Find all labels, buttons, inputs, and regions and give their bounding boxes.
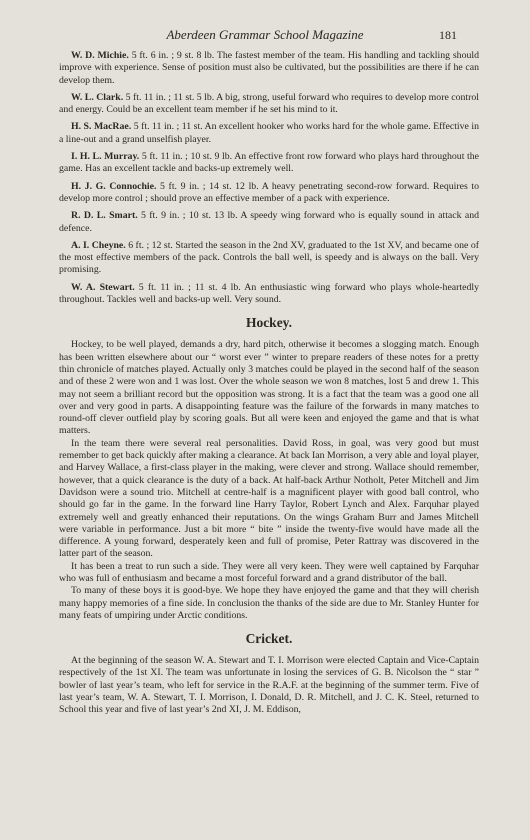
player-description: 5 ft. 9 in. ; 14 st. 12 lb. A heavy penetrating second-row forward. Requires to develop more control ; should prove an effective member of a pack with experience. <box>59 180 480 204</box>
player-description: 5 ft. 11 in. ; 10 st. 9 lb. An effective front row forward who plays hard throughout the game. Has an excellent tackle and backs-up extremely well. <box>59 151 479 175</box>
player-name: A. I. Cheyne. <box>71 239 126 251</box>
player-report <box>59 92 479 117</box>
hockey-section-title: Hockey. <box>245 315 293 331</box>
player-report <box>59 50 479 87</box>
player-report <box>59 181 479 206</box>
player-name: I. H. L. Murray. <box>71 151 140 163</box>
running-title: Aberdeen Grammar School Magazine <box>166 27 364 42</box>
player-name: W. D. Michie. <box>71 50 129 61</box>
player-name: R. D. L. Smart. <box>71 210 138 222</box>
paragraph: In the team there were several real personalities. David Ross, in goal, was very good but must remember to get back quickly after making a clearance. At back Ian Morrison, a very able and loyal player, and Harvey Wallace, a first-class player in the making, were clever and strong. Wallace should remember, however, that a quick clearance is the duty of a back. At half-back Arthur Notholt, Peter Mitchell and Jim Davidson were a sound trio. Mitchell at centre-half is a magnificent player with good ball control, who should go far in the game. In the forward line Harry Taylor, Robert Lynch and Alex. Farquhar played extremely well and greatly enhanced their reputations. On the wings Graham Burr and James Mitchell were variable in performance. Just a bit more “ bite ” inside the twenty-five would have made all the difference. A young forward, desperately keen and full of promise, Peter Rattray was discovered in the latter part of the season. <box>59 437 479 560</box>
paragraph: At the beginning of the season W. A. Stewart and T. I. Morrison were elected Captain and Vice-Captain respectively of the 1st XI. The team was unfortunate in losing the services of G. B. Nicolson the “ star ” bowler of last year’s team, who left for service in the R.A.F. at the beginning of the summer term. Five of last year’s team, W. A. Stewart, T. I. Morrison, I. Donald, D. R. Mitchell, and J. C. K. Steel, returned to School this year and five of last year’s 2nd XI, J. M. Eddison, <box>59 655 479 716</box>
paragraph: Hockey, to be well played, demands a dry, hard pitch, otherwise it becomes a slogging match. Enough has been written elsewhere about our “ worst ever ” winter to prepare readers of these notes for a pretty thin chronicle of matches played. Actually only 3 matches could be played in the second half of the season and of these 2 were won and 1 was lost. Over the whole season we won 8 matches, lost 5 and drew 1. This may not seem a brilliant record but the opposition was strong. It is a fact that the team was a good one all over and very good in parts. A disappointing feature was the failure of the forwards in many matches to round-off clever outfield play by scoring goals. But all were keen and enjoyed the game and that is what matters. <box>59 339 479 437</box>
paragraph: It has been a treat to run such a side. They were all very keen. They were well captained by Farquhar who was full of enthusiasm and became a most forceful forward and a grand distributor of the ball. <box>59 560 479 584</box>
player-description: 5 ft. 11 in. ; 11 st. 5 lb. A big, strong, useful forward who requires to develop more control and energy. Could be an excellent team member if he set his mind to it. <box>59 91 480 116</box>
paragraph: To many of these boys it is good-bye. We hope they have enjoyed the game and that they will cherish many happy memories of a fine side. In conclusion the thanks of the side are due to Mr. Stanley Hunter for many feats of umpiring under Arctic conditions. <box>59 585 479 621</box>
player-name: W. L. Clark. <box>71 91 124 103</box>
running-head <box>0 27 530 43</box>
player-description: 5 ft. 11 in. ; 11 st. An excellent hooker who works hard for the whole game. Effective in a line-out and a grand unselfish player. <box>59 121 480 145</box>
player-name: W. A. Stewart. <box>71 281 135 293</box>
hockey-section-body <box>59 339 479 622</box>
player-report <box>59 282 479 307</box>
player-report <box>59 151 479 176</box>
rugby-player-reports <box>59 50 479 306</box>
player-description: 6 ft. ; 12 st. Started the season in the 2nd XV, graduated to the 1st XV, and became one of the most effective members of the pack. Controls the ball well, is speedy and is always on the ball. Very promising. <box>59 239 480 276</box>
player-name: H. S. MacRae. <box>71 121 132 133</box>
player-description: 5 ft. 11 in. ; 11 st. 4 lb. An enthusiastic wing forward who plays whole-heartedly throughout. Tackles well and backs-up well. Very sound. <box>59 281 480 306</box>
cricket-section-body <box>59 655 479 716</box>
player-name: H. J. G. Connochie. <box>71 180 157 192</box>
player-description: 5 ft. 6 in. ; 9 st. 8 lb. The fastest member of the team. His handling and tackling should improve with experience. Sense of position must also be cultivated, but the possibilities are there if he can develop them. <box>59 50 479 86</box>
page-number: 181 <box>439 28 457 42</box>
page-content <box>59 50 479 717</box>
cricket-section-title: Cricket. <box>245 631 293 647</box>
player-report <box>59 240 479 277</box>
player-description: 5 ft. 9 in. ; 10 st. 13 lb. A speedy wing forward who is equally sound in attack and defence. <box>59 210 480 234</box>
player-report <box>59 121 479 146</box>
player-report <box>59 210 479 235</box>
